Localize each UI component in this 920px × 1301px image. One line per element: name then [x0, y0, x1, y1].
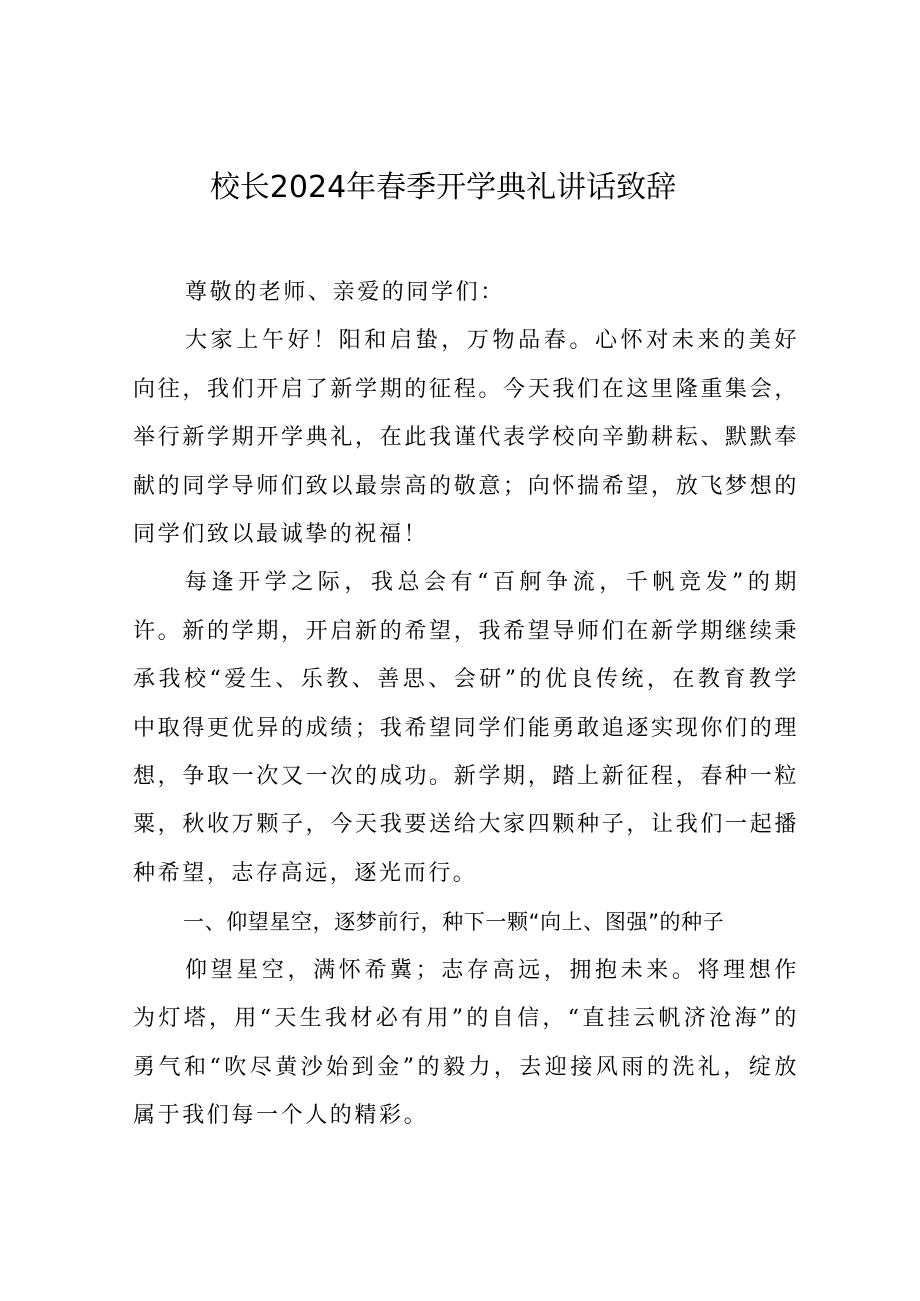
section-paragraph: 仰望星空，满怀希冀；志存高远，拥抱未来。将理想作为灯塔，用“天生我材必有用”的自信，“直挂云帆济沧海”的勇气和“吹尽黄沙始到金”的毅力，去迎接风雨的洗礼，绽放属于我们每一个人的精彩。: [133, 957, 799, 1128]
salutation: 尊敬的老师、亲爱的同学们：: [185, 280, 505, 305]
paragraph-expectation: 每逢开学之际，我总会有“百舸争流，千帆竞发”的期许。新的学期，开启新的希望，我希望导师们在新学期继续秉承我校“爱生、乐教、善思、会研”的优良传统，在教育教学中取得更优异的成绩；我希望同学们能勇敢追逐实现你们的理想，争取一次又一次的成功。新学期，踏上新征程，春种一粒粟，秋收万颗子，今天我要送给大家四颗种子，让我们一起播种希望，志存高远，逐光而行。: [133, 570, 799, 886]
paragraph-greeting: 大家上午好！阳和启蛰，万物品春。心怀对未来的美好向往，我们开启了新学期的征程。今天我们在这里隆重集会，举行新学期开学典礼，在此我谨代表学校向辛勤耕耘、默默奉献的同学导师们致以最崇高的敬意；向怀揣希望，放飞梦想的同学们致以最诚挚的祝福！: [133, 328, 799, 548]
document-body: [133, 269, 799, 1140]
document-title: 校长2024年春季开学典礼讲话致辞: [209, 170, 677, 205]
section-heading: 一、仰望星空，逐梦前行，种下一颗“向上、图强”的种子: [183, 910, 725, 935]
